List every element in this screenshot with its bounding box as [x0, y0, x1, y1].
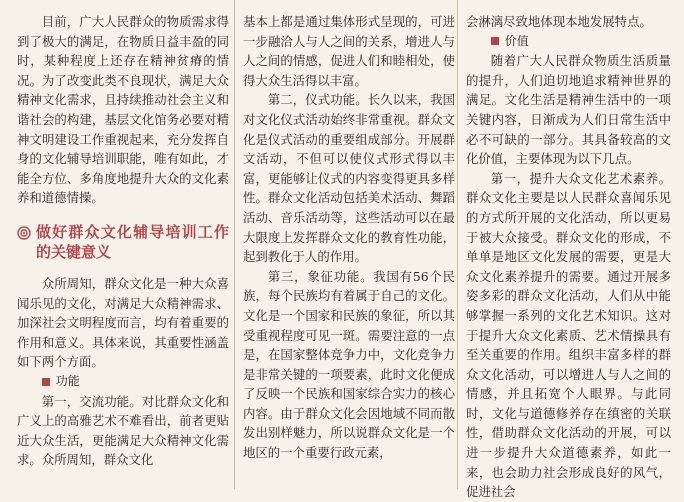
paragraph-symbolic-function: 第三，象征功能。我国有56个民族，每个民族均有着属于自己的文化。文化是一个国家和民族的象征，所以其受重视程度可见一斑。需要注意的一点是，在国家整体竞争力中，文化竞争力是非常关键的一项要素，此时文化便成了反映一个民族和国家综合实力的核心内容。由于群众文化会因地域不同而散发出别样魅力，所以说群众文化是一个地区的一个重要行政元素，: [243, 268, 455, 461]
column-divider-1: [234, 0, 235, 489]
paragraph-continued: 基本上都是通过集体形式呈现的，可进一步融洽人与人之间的关系，增进人与人之间的情感，促进人们和睦相处，使得大众生活得以丰富。: [243, 14, 455, 88]
subheading-value: [491, 32, 671, 52]
paragraph-intro: 目前，广大人民群众的物质需求得到了极大的满足，在物质日益丰盈的同时，某种程度上还存在精神贫瘠的情况。为了改变此类不良现状，满足大众精神文化需求，且持续推动社会主义和谐社会的构建，基层文化馆务必要对精神文明建设工作重视起来，充分发挥自身的文化辅导培训职能，唯有如此，才能全方位、多角度地提升大众的文化素养和道德情操。: [17, 14, 229, 206]
column-left: [17, 12, 229, 489]
paragraph-value: 随着广大人民群众物质生活质量的提升，人们迫切地追求精神世界的满足。文化生活是精神生活中的一项关键内容，日渐成为人们日常生活中必不可缺的一部分。其具备较高的文化价值，主要体现为以下几点。: [466, 53, 671, 167]
paragraph-continued-right: 会淋漓尽致地体现本地发展特点。: [466, 14, 652, 29]
column-divider-2: [457, 0, 458, 489]
square-bullet-icon: [42, 378, 50, 386]
paragraph-literacy: 第一，提升大众文化艺术素养。群众文化主要是以人民群众喜闻乐见的方式所开展的文化活动，所以更易于被大众接受。群众文化的形成，不单单是地区文化发展的需要，更是大众文化素养提升的需要。通过开展多姿多彩的群众文化活动，人们从中能够掌握一系列的文化艺术知识。这对于提升大众文化素质、艺术情操具有至关重要的作用。组织丰富多样的群众文化活动，可以增进人与人之间的情感，并且拓宽个人眼界。与此同时，文化与道德修养存在缜密的关联性，借助群众文化活动的开展，可以进一步提升大众道德素养，如此一来，也会助力社会形成良好的风气，促进社会: [466, 170, 671, 500]
subheading-function: [42, 372, 229, 392]
column-right: [466, 12, 671, 500]
section-heading-text: 做好群众文化辅导培训工作的关键意义: [36, 222, 229, 261]
paragraph-significance: 众所周知，群众文化是一种大众喜闻乐见的文化，对满足大众精神需求、加深社会文明程度而言，均有着重要的作用和意义。具体来说，其重要性涵盖如下两个方面。: [17, 275, 229, 370]
target-icon: [17, 225, 31, 239]
square-bullet-icon: [491, 37, 499, 45]
section-heading: [17, 222, 229, 262]
column-middle: [243, 12, 455, 489]
paragraph-communication-function: 第一，交流功能。对比群众文化和广义上的高雅艺术不难看出，前者更贴近大众生活，更能满足大众精神文化需求。众所周知，群众文化: [17, 393, 229, 468]
paragraph-ritual-function: 第二，仪式功能。长久以来，我国对文化仪式活动始终非常重视。群众文化是仪式活动的重要组成部分。开展群文活动，不但可以使仪式形式得以丰富，更能够让仪式的内容变得更具多样性。群众文化活动包括美术活动、舞蹈活动、音乐活动等，这些活动可以在最大限度上发挥群众文化的教育性功能，起到教化于人的作用。: [243, 92, 455, 265]
subheading-value-label: 价值: [504, 33, 529, 48]
subheading-function-label: 功能: [55, 373, 80, 388]
